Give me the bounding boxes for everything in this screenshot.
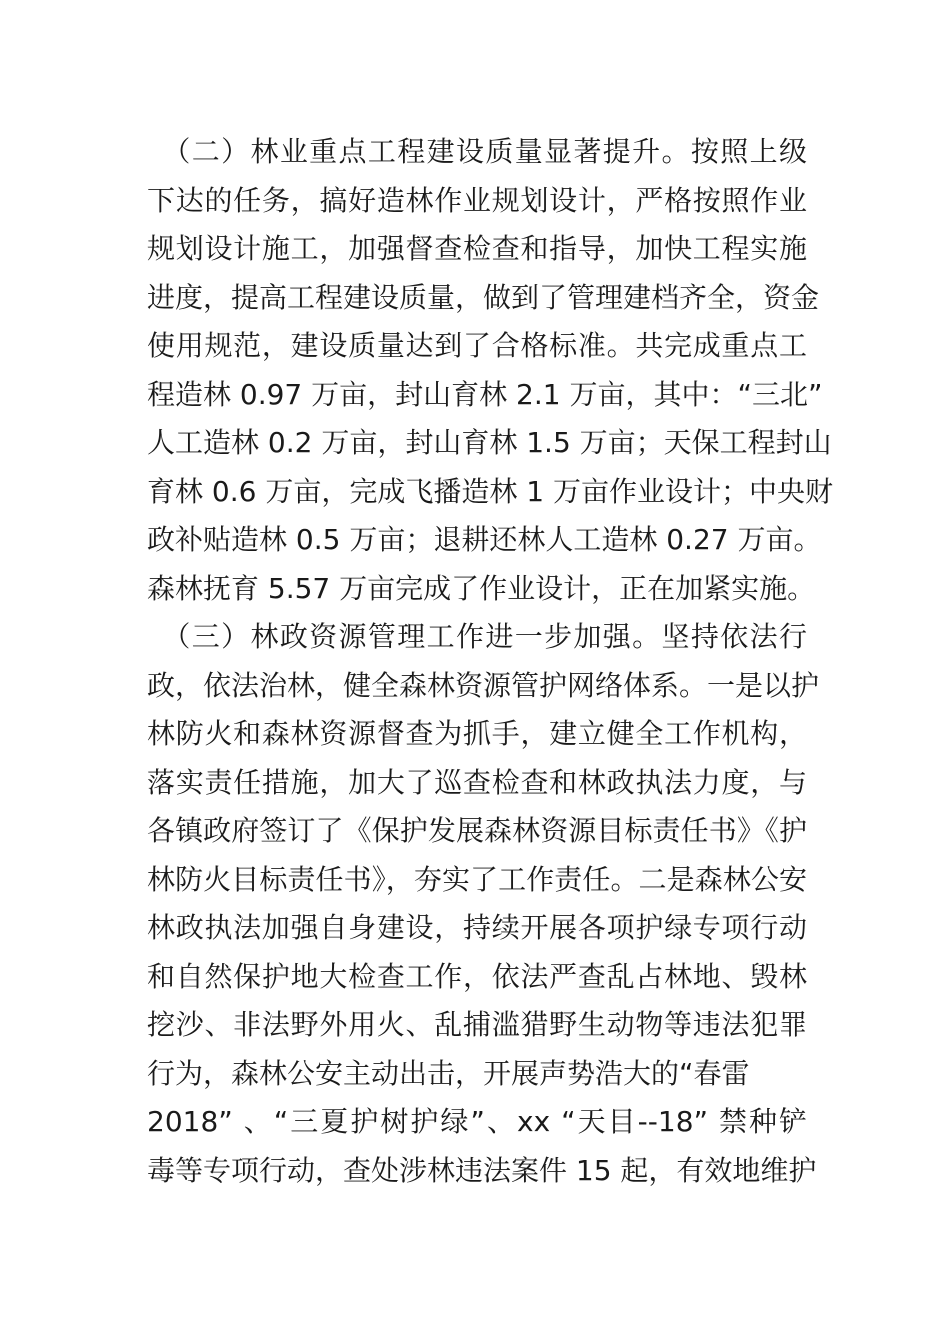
text-line: 下达的任务，搞好造林作业规划设计，严格按照作业	[147, 183, 807, 217]
text-line: 毒等专项行动，查处涉林违法案件 15 起，有效地维护	[147, 1153, 817, 1187]
text-line: 规划设计施工，加强督查检查和指导，加快工程实施	[147, 232, 807, 265]
text-line: 林防火和森林资源督查为抓手，建立健全工作机构，	[147, 717, 807, 750]
text-line: 人工造林 0.2 万亩，封山育林 1.5 万亩；天保工程封山	[147, 426, 832, 459]
text-line: 使用规范，建设质量达到了合格标准。共完成重点工	[147, 329, 807, 362]
text-line: 进度，提高工程建设质量，做到了管理建档齐全，资金	[147, 280, 820, 314]
text-line: 落实责任措施，加大了巡查检查和林政执法力度，与	[147, 765, 807, 799]
text-line: 育林 0.6 万亩，完成飞播造林 1 万亩作业设计；中央财	[147, 474, 833, 508]
text-line: 政，依法治林，健全森林资源管护网络体系。一是以护	[147, 668, 820, 702]
text-line: 各镇政府签订了《保护发展森林资源目标责任书》《护	[147, 814, 807, 847]
text-line: 挖沙、非法野外用火、乱捕滥猎野生动物等违法犯罪	[147, 1008, 807, 1041]
text-line: 森林抚育 5.57 万亩完成了作业设计，正在加紧实施。	[147, 571, 816, 605]
text-line: （二）林业重点工程建设质量显著提升。按照上级	[147, 135, 807, 168]
text-line: （三）林政资源管理工作进一步加强。坚持依法行	[147, 620, 807, 653]
text-line: 2018” 、“三夏护树护绿”、xx “天目--18” 禁种铲	[147, 1105, 807, 1138]
text-line: 林防火目标责任书》，夯实了工作责任。二是森林公安	[147, 862, 807, 896]
text-line: 行为，森林公安主动出击，开展声势浩大的“春雷	[147, 1056, 750, 1090]
text-line: 程造林 0.97 万亩，封山育林 2.1 万亩，其中：“三北”	[147, 377, 823, 411]
text-line: 和自然保护地大检查工作，依法严查乱占林地、毁林	[147, 959, 807, 993]
body-text	[147, 128, 833, 1195]
text-line: 林政执法加强自身建设，持续开展各项护绿专项行动	[147, 911, 807, 944]
text-line: 政补贴造林 0.5 万亩；退耕还林人工造林 0.27 万亩。	[147, 523, 822, 556]
